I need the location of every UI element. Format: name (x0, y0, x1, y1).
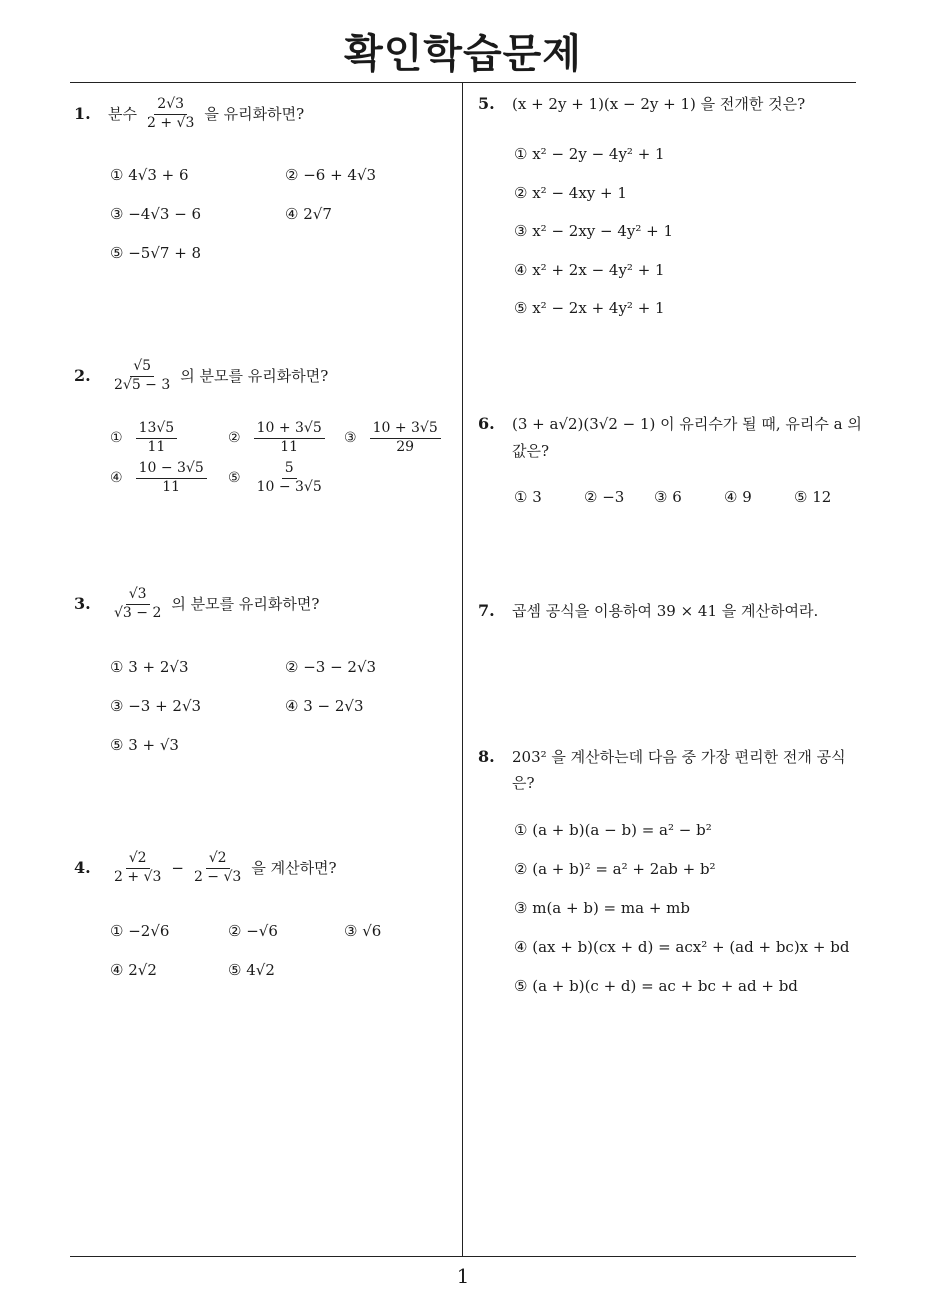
denominator: 11 (280, 438, 299, 455)
q8-option-5[interactable]: ⑤ (a + b)(c + d) = ac + bc + ad + bd (514, 977, 798, 995)
q8-option-4[interactable]: ④ (ax + b)(cx + d) = acx² + (ad + bc)x + bd (514, 938, 850, 956)
denominator: 2 + √3 (146, 114, 195, 131)
q8-option-2[interactable]: ② (a + b)² = a² + 2ab + b² (514, 860, 716, 878)
q5-option-5[interactable]: ⑤ x² − 2x + 4y² + 1 (514, 299, 665, 317)
q2-option-4[interactable] (110, 460, 210, 496)
question-number: 2. (74, 366, 91, 385)
question-1 (74, 96, 304, 132)
denominator: 11 (147, 438, 166, 455)
option-mark: ③ (344, 430, 357, 446)
q4-option-1[interactable]: ① −2√6 (110, 922, 170, 940)
q5-option-2[interactable]: ② x² − 4xy + 1 (514, 184, 627, 202)
fraction (111, 358, 173, 394)
fraction (136, 420, 178, 456)
question-number: 5. (478, 94, 495, 113)
q3-option-1[interactable]: ① 3 + 2√3 (110, 658, 189, 676)
q6-option-1[interactable]: ① 3 (514, 488, 542, 506)
q2-option-5[interactable] (228, 460, 328, 496)
q2-option-1[interactable] (110, 420, 180, 456)
question-text: 곱셈 공식을 이용하여 39 × 41 을 계산하여라. (512, 601, 819, 620)
numerator: 10 + 3√5 (254, 420, 325, 439)
question-8 (478, 745, 846, 769)
question-number: 7. (478, 601, 495, 620)
q4-option-5[interactable]: ⑤ 4√2 (228, 961, 275, 979)
question-text-continued: 값은? (512, 442, 550, 460)
option-mark: ② (228, 430, 241, 446)
question-4 (74, 850, 337, 886)
q6-option-2[interactable]: ② −3 (584, 488, 625, 506)
question-text: 의 분모를 유리화하면? (171, 594, 320, 613)
q5-option-4[interactable]: ④ x² + 2x − 4y² + 1 (514, 261, 665, 279)
q1-option-2[interactable]: ② −6 + 4√3 (285, 166, 377, 184)
fraction (144, 96, 197, 132)
fraction (254, 460, 325, 496)
q5-option-3[interactable]: ③ x² − 2xy − 4y² + 1 (514, 222, 674, 240)
fraction (370, 420, 441, 456)
question-text-continued: 은? (512, 774, 535, 792)
q6-option-3[interactable]: ③ 6 (654, 488, 682, 506)
q8-option-3[interactable]: ③ m(a + b) = ma + mb (514, 899, 690, 917)
denominator: 2√5 − 3 (114, 376, 171, 393)
page-title: 확인학습문제 (344, 31, 582, 77)
top-rule (70, 82, 856, 83)
fraction (136, 460, 207, 496)
question-text: (3 + a√2)(3√2 − 1) 이 유리수가 될 때, 유리수 a 의 (512, 414, 862, 433)
numerator: 2√3 (154, 96, 187, 115)
q4-option-4[interactable]: ④ 2√2 (110, 961, 157, 979)
numerator: 10 + 3√5 (370, 420, 441, 439)
column-divider (462, 82, 463, 1256)
question-2 (74, 358, 328, 394)
question-text: 의 분모를 유리화하면? (180, 366, 329, 385)
question-number: 3. (74, 594, 91, 613)
numerator: 5 (282, 460, 297, 479)
numerator: √2 (206, 850, 230, 869)
q4-option-2[interactable]: ② −√6 (228, 922, 278, 940)
q3-option-5[interactable]: ⑤ 3 + √3 (110, 736, 179, 754)
numerator: √5 (130, 358, 154, 377)
numerator: 13√5 (136, 420, 178, 439)
q1-option-5[interactable]: ⑤ −5√7 + 8 (110, 244, 202, 262)
fraction (111, 586, 164, 622)
question-text: 203² 을 계산하는데 다음 중 가장 편리한 전개 공식 (512, 747, 846, 766)
q8-option-1[interactable]: ① (a + b)(a − b) = a² − b² (514, 821, 712, 839)
q6-option-4[interactable]: ④ 9 (724, 488, 752, 506)
denominator: √3 − 2 (114, 604, 162, 621)
q3-option-4[interactable]: ④ 3 − 2√3 (285, 697, 364, 715)
page-number: 1 (456, 1264, 470, 1288)
numerator: √2 (126, 850, 150, 869)
q3-option-3[interactable]: ③ −3 + 2√3 (110, 697, 202, 715)
bottom-rule (70, 1256, 856, 1257)
denominator: 10 − 3√5 (256, 478, 322, 495)
question-3 (74, 586, 319, 622)
q5-option-1[interactable]: ① x² − 2y − 4y² + 1 (514, 145, 665, 163)
denominator: 2 + √3 (114, 868, 162, 885)
q3-option-2[interactable]: ② −3 − 2√3 (285, 658, 377, 676)
question-number: 8. (478, 747, 495, 766)
option-mark: ⑤ (228, 470, 241, 486)
fraction (111, 850, 164, 886)
minus-sign: − (171, 858, 184, 877)
numerator: 10 − 3√5 (136, 460, 207, 479)
q4-option-3[interactable]: ③ √6 (344, 922, 382, 940)
question-text: 을 유리화하면? (204, 104, 305, 123)
question-6 (478, 412, 862, 436)
q1-option-4[interactable]: ④ 2√7 (285, 205, 332, 223)
numerator: √3 (126, 586, 150, 605)
fraction (254, 420, 325, 456)
q6-option-5[interactable]: ⑤ 12 (794, 488, 832, 506)
option-mark: ④ (110, 470, 123, 486)
denominator: 29 (396, 438, 415, 455)
question-number: 1. (74, 104, 91, 123)
q2-option-3[interactable] (344, 420, 444, 456)
q2-option-2[interactable] (228, 420, 328, 456)
question-text: 분수 (108, 104, 137, 123)
question-number: 4. (74, 858, 91, 877)
fraction (191, 850, 244, 886)
question-number: 6. (478, 414, 495, 433)
q1-option-3[interactable]: ③ −4√3 − 6 (110, 205, 202, 223)
question-text: (x + 2y + 1)(x − 2y + 1) 을 전개한 것은? (512, 94, 806, 113)
denominator: 2 − √3 (193, 868, 242, 885)
option-mark: ① (110, 430, 123, 446)
question-text: 을 계산하면? (251, 858, 337, 877)
question-5 (478, 92, 805, 116)
denominator: 11 (162, 478, 181, 495)
question-7 (478, 599, 818, 623)
q1-option-1[interactable]: ① 4√3 + 6 (110, 166, 189, 184)
